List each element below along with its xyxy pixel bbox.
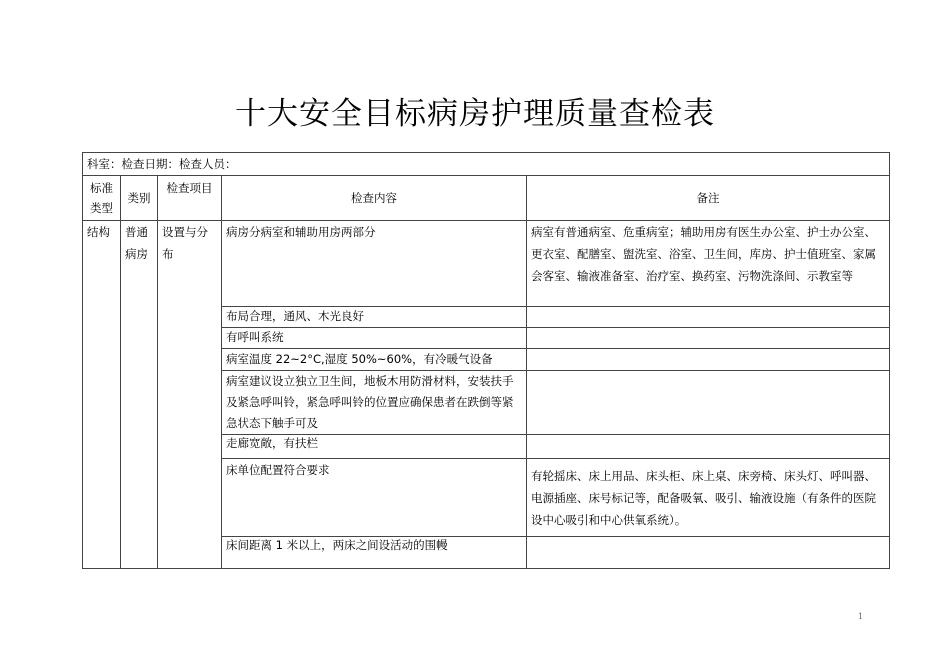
header-check-content: 检查内容	[222, 176, 527, 221]
info-line: 科室：检查日期：检查人员：	[83, 153, 890, 176]
remarks-cell	[527, 349, 890, 371]
remarks-cell	[527, 537, 890, 569]
content-cell: 走廊宽敞，有扶栏	[222, 435, 527, 459]
category-cell: 普通病房	[121, 221, 158, 569]
inspection-table	[82, 152, 890, 569]
remarks-cell	[527, 307, 890, 328]
header-check-item: 检查项目	[158, 176, 222, 221]
remarks-cell	[527, 435, 890, 459]
header-remarks: 备注	[527, 176, 890, 221]
remarks-cell	[527, 328, 890, 349]
content-cell: 病房分病室和辅助用房两部分	[222, 221, 527, 307]
standard-type-cell: 结构	[83, 221, 121, 569]
content-cell: 床间距离 1 米以上，两床之间设活动的围幔	[222, 537, 527, 569]
check-item-cell: 设置与分布	[158, 221, 222, 569]
table-row	[83, 221, 890, 307]
content-cell: 有呼叫系统	[222, 328, 527, 349]
content-cell: 布局合理，通风、木光良好	[222, 307, 527, 328]
header-row	[83, 176, 890, 221]
remarks-cell: 病室有普通病室、危重病室；辅助用房有医生办公室、护士办公室、更衣室、配膳室、盥洗室、浴室、卫生间，库房、护士值班室、家属会客室、输液准备室、治疗室、换药室、污物洗涤间、示教室等	[527, 221, 890, 307]
page-title: 十大安全目标病房护理质量查检表	[235, 96, 715, 132]
remarks-cell	[527, 371, 890, 435]
content-cell: 病室温度 22~2°C,湿度 50%~60%，有冷暖气设备	[222, 349, 527, 371]
header-standard-type: 标准类型	[83, 176, 121, 221]
remarks-cell: 有轮摇床、床上用品、床头柜、床上桌、床旁椅、床头灯、呼叫器、电源插座、床号标记等，配备吸氧、吸引、输液设施（有条件的医院设中心吸引和中心供氧系统）。	[527, 459, 890, 537]
info-row	[83, 153, 890, 176]
page-number: 1	[858, 612, 864, 621]
content-cell: 病室建议设立独立卫生间，地板木用防滑材料，安装扶手及紧急呼叫铃，紧急呼叫铃的位置应确保患者在跌倒等紧急状态下触手可及	[222, 371, 527, 435]
header-category: 类别	[121, 176, 158, 221]
content-cell: 床单位配置符合要求	[222, 459, 527, 537]
